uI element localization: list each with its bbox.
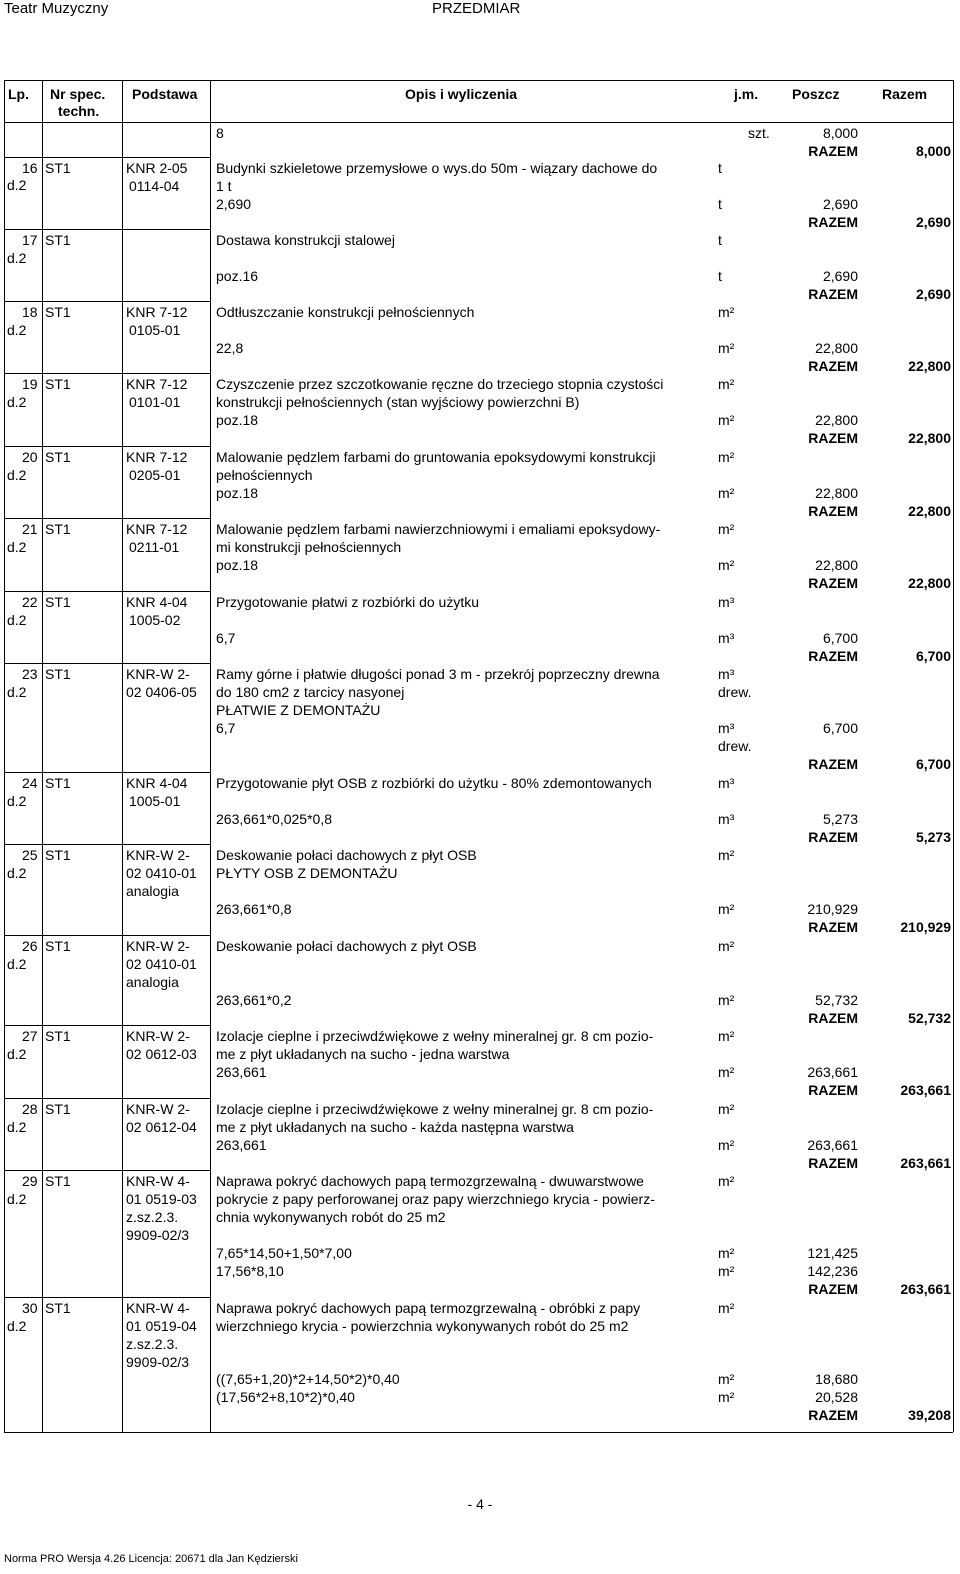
table-cell: 2,690 (822, 268, 858, 284)
table-cell: 2,690 (915, 286, 951, 302)
table-cell: m² (718, 1173, 735, 1189)
table-cell: 9909-02/3 (126, 1227, 190, 1243)
row-separator (4, 935, 210, 936)
table-cell: 28 (22, 1101, 38, 1117)
table-cell: 2,690 (915, 214, 951, 230)
row-separator (4, 301, 210, 302)
table-cell: 22,800 (908, 503, 951, 519)
table-cell: drew. (718, 738, 752, 754)
table-cell: RAZEM (808, 430, 858, 446)
column-header-poszcz: Poszcz (792, 86, 840, 102)
table-cell: 5,273 (915, 829, 951, 845)
table-cell: RAZEM (808, 1281, 858, 1297)
table-cell: 263,661 (807, 1137, 858, 1153)
table-cell: 16 (22, 160, 38, 176)
table-cell: ST1 (45, 775, 71, 791)
table-cell: Odtłuszczanie konstrukcji pełnościennych (216, 304, 475, 320)
table-cell: 02 0410-01 (126, 956, 197, 972)
table-cell: 29 (22, 1173, 38, 1189)
row-separator (4, 518, 210, 519)
table-cell: 22,800 (815, 485, 858, 501)
table-cell: pełnościennych (216, 467, 313, 483)
table-cell: PŁATWIE Z DEMONTAŻU (216, 702, 381, 718)
table-cell: Budynki szkieletowe przemysłowe o wys.do 50m - wiązary dachowe do (216, 160, 658, 176)
table-cell: 22,800 (815, 557, 858, 573)
table-cell: 22,800 (908, 430, 951, 446)
table-cell: m² (718, 449, 735, 465)
table-cell: 22,800 (908, 358, 951, 374)
table-cell: Ramy górne i płatwie długości ponad 3 m - przekrój poprzeczny drewna (216, 666, 660, 682)
table-cell: 52,732 (908, 1010, 951, 1026)
table-cell: 22 (22, 594, 38, 610)
table-cell: ST1 (45, 449, 71, 465)
table-cell: d.2 (7, 793, 27, 809)
table-cell: t (718, 160, 722, 176)
table-cell: 263,661 (900, 1281, 951, 1297)
table-cell: m² (718, 412, 735, 428)
table-cell: (17,56*2+8,10*2)*0,40 (216, 1389, 355, 1405)
table-cell: d.2 (7, 322, 27, 338)
table-cell: KNR 2-05 (126, 160, 188, 176)
table-cell: 02 0612-03 (126, 1046, 197, 1062)
column-divider (210, 80, 211, 1432)
table-cell: analogia (126, 883, 179, 899)
table-cell: m² (718, 847, 735, 863)
table-cell: m² (718, 1028, 735, 1044)
table-cell: drew. (718, 684, 752, 700)
header-bottom-border (4, 122, 953, 123)
table-cell: KNR-W 4- (126, 1300, 190, 1316)
table-cell: m² (718, 1101, 735, 1117)
table-cell: RAZEM (808, 756, 858, 772)
table-cell: 21 (22, 521, 38, 537)
table-cell: ST1 (45, 847, 71, 863)
table-cell: RAZEM (808, 1082, 858, 1098)
table-cell: m² (718, 304, 735, 320)
table-cell: t (718, 232, 722, 248)
table-cell: Malowanie pędzlem farbami nawierzchniowymi i emaliami epoksydowy- (216, 521, 661, 537)
table-cell: RAZEM (808, 648, 858, 664)
table-cell: 6,7 (216, 720, 236, 736)
table-cell: 263,661 (807, 1064, 858, 1080)
row-separator (4, 157, 210, 158)
table-cell: KNR 7-12 (126, 449, 188, 465)
header-document-type: PRZEDMIAR (432, 0, 521, 17)
table-cell: 22,800 (815, 412, 858, 428)
table-cell: 0114-04 (129, 178, 180, 194)
table-cell: ST1 (45, 160, 71, 176)
table-cell: ST1 (45, 1300, 71, 1316)
table-cell: poz.16 (216, 268, 259, 284)
table-cell: ST1 (45, 376, 71, 392)
table-cell: 7,65*14,50+1,50*7,00 (216, 1245, 352, 1261)
table-cell: 6,7 (216, 630, 236, 646)
column-divider (953, 80, 954, 1432)
table-cell: 6,700 (822, 630, 858, 646)
table-cell: mi konstrukcji pełnościennych (216, 539, 402, 555)
table-cell: RAZEM (808, 1155, 858, 1171)
table-cell: 6,700 (915, 648, 951, 664)
table-cell: 20 (22, 449, 38, 465)
row-separator (4, 591, 210, 592)
table-cell: 210,929 (900, 919, 951, 935)
table-cell: 0205-01 (129, 467, 181, 483)
table-cell: 263,661*0,2 (216, 992, 292, 1008)
table-cell: 18,680 (815, 1371, 858, 1387)
table-cell: RAZEM (808, 829, 858, 845)
table-cell: 0105-01 (129, 322, 181, 338)
table-cell: poz.18 (216, 412, 259, 428)
table-cell: RAZEM (808, 358, 858, 374)
table-cell: 263,661 (216, 1064, 267, 1080)
table-cell: 6,700 (822, 720, 858, 736)
table-cell: z.sz.2.3. (126, 1336, 179, 1352)
table-cell: 23 (22, 666, 38, 682)
table-cell: Przygotowanie płyt OSB z rozbiórki do użytku - 80% zdemontowanych (216, 775, 652, 791)
table-cell: m³ (718, 775, 735, 791)
table-cell: 22,800 (815, 340, 858, 356)
table-cell: ST1 (45, 666, 71, 682)
table-cell: 20,528 (815, 1389, 858, 1405)
page-number: - 4 - (467, 1496, 493, 1512)
table-cell: m² (718, 1371, 735, 1387)
table-cell: Izolacje cieplne i przeciwdźwiękowe z wełny mineralnej gr. 8 cm pozio- (216, 1101, 654, 1117)
table-cell: m² (718, 1245, 735, 1261)
table-cell: ST1 (45, 594, 71, 610)
table-cell: 263,661 (900, 1082, 951, 1098)
table-cell: 02 0406-05 (126, 684, 197, 700)
table-cell: 18 (22, 304, 38, 320)
table-cell: 8,000 (822, 125, 858, 141)
table-cell: ST1 (45, 1101, 71, 1117)
table-cell: RAZEM (808, 1407, 858, 1423)
table-cell: ST1 (45, 1028, 71, 1044)
table-cell: t (718, 268, 722, 284)
row-separator (4, 844, 210, 845)
table-cell: 22,8 (216, 340, 244, 356)
table-cell: 02 0410-01 (126, 865, 197, 881)
table-cell: m³ (718, 720, 735, 736)
table-cell: do 180 cm2 z tarcicy nasyonej (216, 684, 405, 700)
table-cell: 1005-01 (129, 793, 181, 809)
table-cell: m² (718, 1389, 735, 1405)
table-cell: 02 0612-04 (126, 1119, 197, 1135)
table-cell: d.2 (7, 467, 27, 483)
row-separator (4, 373, 210, 374)
row-separator (4, 1025, 210, 1026)
table-cell: m² (718, 992, 735, 1008)
table-cell: m³ (718, 594, 735, 610)
row-separator (4, 1170, 210, 1171)
table-cell: d.2 (7, 394, 27, 410)
table-cell: RAZEM (808, 503, 858, 519)
table-cell: 01 0519-04 (126, 1318, 197, 1334)
table-cell: szt. (748, 125, 770, 141)
table-cell: KNR-W 2- (126, 938, 190, 954)
table-cell: 2,690 (822, 196, 858, 212)
table-cell: 1 t (216, 178, 232, 194)
table-cell: Dostawa konstrukcji stalowej (216, 232, 395, 248)
table-cell: 01 0519-03 (126, 1191, 197, 1207)
table-cell: m² (718, 1300, 735, 1316)
table-cell: 1005-02 (129, 612, 181, 628)
table-cell: KNR-W 4- (126, 1173, 190, 1189)
table-cell: d.2 (7, 177, 27, 193)
table-cell: RAZEM (808, 214, 858, 230)
table-cell: 39,208 (908, 1407, 951, 1423)
table-cell: 8 (216, 125, 224, 141)
table-cell: KNR-W 2- (126, 847, 190, 863)
table-cell: 22,800 (908, 575, 951, 591)
table-cell: ST1 (45, 938, 71, 954)
table-cell: poz.18 (216, 557, 259, 573)
table-cell: ST1 (45, 521, 71, 537)
table-cell: m² (718, 938, 735, 954)
table-cell: RAZEM (808, 575, 858, 591)
table-cell: d.2 (7, 250, 27, 266)
table-cell: 0211-01 (129, 539, 180, 555)
column-divider (122, 80, 123, 1432)
column-header-lp: Lp. (8, 86, 29, 102)
header-title: Teatr Muzyczny (4, 0, 109, 17)
table-cell: 263,661 (216, 1137, 267, 1153)
table-cell: ST1 (45, 1173, 71, 1189)
table-cell: m² (718, 521, 735, 537)
table-cell: ST1 (45, 232, 71, 248)
table-cell: 210,929 (807, 901, 858, 917)
table-cell: KNR-W 2- (126, 1028, 190, 1044)
table-cell: chnia wykonywanych robót do 25 m2 (216, 1209, 446, 1225)
table-cell: wierzchniego krycia - powierzchnia wykonywanych robót do 25 m2 (216, 1318, 629, 1334)
table-cell: PŁYTY OSB Z DEMONTAŻU (216, 865, 398, 881)
table-cell: 263,661*0,025*0,8 (216, 811, 332, 827)
table-cell: 263,661*0,8 (216, 901, 292, 917)
table-cell: 6,700 (915, 756, 951, 772)
table-cell: m² (718, 1263, 735, 1279)
row-separator (4, 1297, 210, 1298)
table-cell: konstrukcji pełnościennych (stan wyjściowy powierzchni B) (216, 394, 580, 410)
row-separator (4, 229, 210, 230)
table-cell: KNR-W 2- (126, 1101, 190, 1117)
table-cell: 8,000 (915, 143, 951, 159)
table-cell: Przygotowanie płatwi z rozbiórki do użytku (216, 594, 480, 610)
column-header-nr: Nr spec. (50, 86, 106, 102)
column-header-podstawa: Podstawa (132, 86, 198, 102)
table-cell: 142,236 (807, 1263, 858, 1279)
table-cell: me z płyt układanych na sucho - jedna warstwa (216, 1046, 510, 1062)
table-cell: RAZEM (808, 919, 858, 935)
row-separator (4, 446, 210, 447)
table-cell: Izolacje cieplne i przeciwdźwiękowe z wełny mineralnej gr. 8 cm pozio- (216, 1028, 654, 1044)
table-cell: Deskowanie połaci dachowych z płyt OSB (216, 847, 477, 863)
row-separator (4, 663, 210, 664)
table-cell: Naprawa pokryć dachowych papą termozgrzewalną - dwuwarstwowe (216, 1173, 644, 1189)
table-cell: 52,732 (815, 992, 858, 1008)
table-cell: m³ (718, 630, 735, 646)
table-cell: 26 (22, 938, 38, 954)
table-cell: d.2 (7, 956, 27, 972)
table-cell: m² (718, 901, 735, 917)
table-cell: d.2 (7, 1119, 27, 1135)
table-cell: KNR-W 2- (126, 666, 190, 682)
table-cell: ((7,65+1,20)*2+14,50*2)*0,40 (216, 1371, 400, 1387)
column-divider (4, 80, 5, 1432)
table-cell: d.2 (7, 865, 27, 881)
table-cell: me z płyt układanych na sucho - każda następna warstwa (216, 1119, 574, 1135)
table-cell: 9909-02/3 (126, 1354, 190, 1370)
table-cell: 2,690 (216, 196, 252, 212)
table-cell: m³ (718, 811, 735, 827)
row-separator (4, 1098, 210, 1099)
table-cell: 17 (22, 232, 38, 248)
table-cell: 5,273 (822, 811, 858, 827)
table-cell: d.2 (7, 1318, 27, 1334)
table-cell: 0101-01 (129, 394, 181, 410)
column-divider (42, 80, 43, 1432)
table-cell: t (718, 196, 722, 212)
table-cell: Naprawa pokryć dachowych papą termozgrzewalną - obróbki z papy (216, 1300, 641, 1316)
table-cell: 263,661 (900, 1155, 951, 1171)
table-top-border (4, 80, 953, 81)
table-cell: z.sz.2.3. (126, 1209, 179, 1225)
table-cell: m² (718, 1137, 735, 1153)
column-header-razem: Razem (882, 86, 928, 102)
table-cell: m² (718, 376, 735, 392)
table-cell: m² (718, 1064, 735, 1080)
table-bottom-border (4, 1432, 953, 1433)
table-cell: d.2 (7, 1046, 27, 1062)
table-cell: 27 (22, 1028, 38, 1044)
table-cell: RAZEM (808, 1010, 858, 1026)
table-cell: d.2 (7, 539, 27, 555)
table-cell: m² (718, 340, 735, 356)
table-cell: 30 (22, 1300, 38, 1316)
table-cell: m² (718, 485, 735, 501)
table-cell: 121,425 (807, 1245, 858, 1261)
table-cell: 17,56*8,10 (216, 1263, 284, 1279)
table-cell: RAZEM (808, 143, 858, 159)
table-cell: Deskowanie połaci dachowych z płyt OSB (216, 938, 477, 954)
table-cell: Malowanie pędzlem farbami do gruntowania epoksydowymi konstrukcji (216, 449, 656, 465)
table-cell: m³ (718, 666, 735, 682)
table-cell: analogia (126, 974, 179, 990)
license-footer: Norma PRO Wersja 4.26 Licencja: 20671 dla Jan Kędzierski (4, 1553, 298, 1565)
table-cell: 19 (22, 376, 38, 392)
table-cell: 25 (22, 847, 38, 863)
table-cell: ST1 (45, 304, 71, 320)
table-cell: Czyszczenie przez szczotkowanie ręczne do trzeciego stopnia czystości (216, 376, 664, 392)
table-cell: KNR 4-04 (126, 594, 188, 610)
table-cell: RAZEM (808, 286, 858, 302)
table-cell: KNR 7-12 (126, 376, 188, 392)
column-header-jm: j.m. (734, 86, 759, 102)
row-separator (4, 772, 210, 773)
table-cell: pokrycie z papy perforowanej oraz papy wierzchniego krycia - powierz- (216, 1191, 655, 1207)
table-cell: KNR 7-12 (126, 521, 188, 537)
table-cell: m² (718, 557, 735, 573)
table-cell: d.2 (7, 612, 27, 628)
table-cell: 24 (22, 775, 38, 791)
table-cell: KNR 4-04 (126, 775, 188, 791)
table-cell: KNR 7-12 (126, 304, 188, 320)
column-header-nr-techn: techn. (58, 103, 100, 119)
table-cell: poz.18 (216, 485, 259, 501)
table-cell: d.2 (7, 1191, 27, 1207)
column-header-opis: Opis i wyliczenia (405, 86, 518, 102)
table-cell: d.2 (7, 684, 27, 700)
